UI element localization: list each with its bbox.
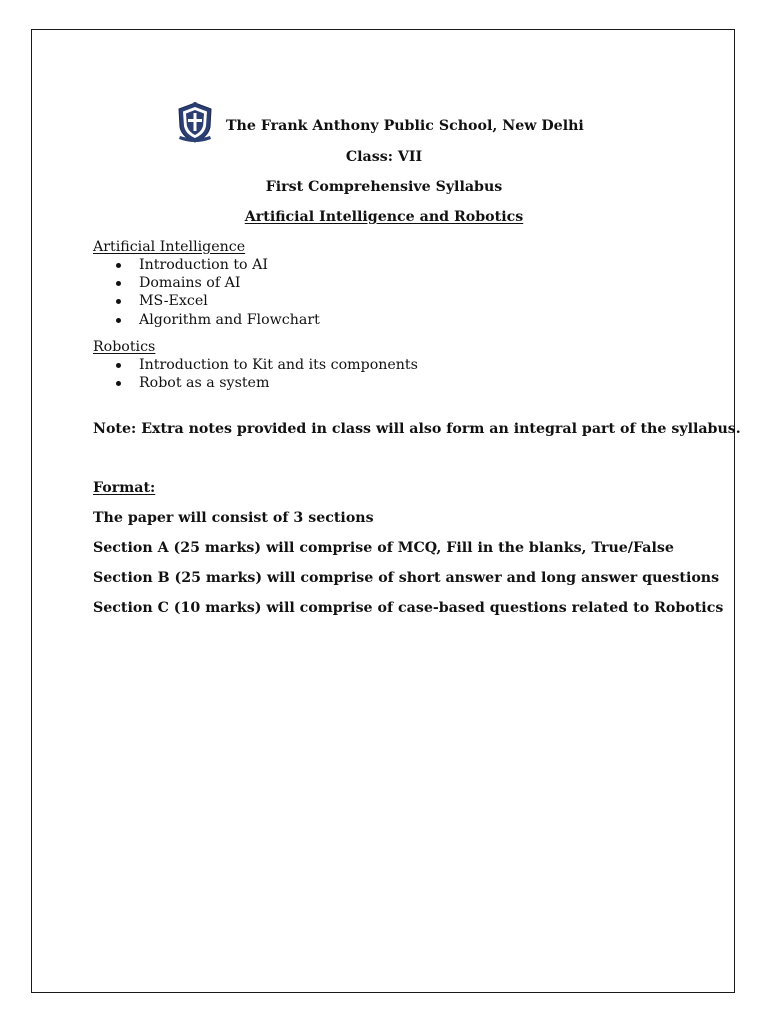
list-item: MS-Excel xyxy=(139,292,320,310)
school-name: The Frank Anthony Public School, New Delhi xyxy=(226,118,584,134)
school-crest-icon xyxy=(175,101,215,143)
format-line: The paper will consist of 3 sections xyxy=(93,510,374,526)
list-item: Introduction to Kit and its components xyxy=(139,357,418,373)
format-line: Section A (25 marks) will comprise of MCQ, Fill in the blanks, True/False xyxy=(93,540,674,556)
format-line: Section B (25 marks) will comprise of short answer and long answer questions xyxy=(93,570,720,586)
ai-section-heading: Artificial Intelligence xyxy=(93,239,246,255)
robotics-topic-list xyxy=(93,356,418,392)
format-heading: Format: xyxy=(93,480,156,496)
format-line: Section C (10 marks) will comprise of case-based questions related to Robotics xyxy=(93,600,724,616)
list-item: Introduction to AI xyxy=(139,256,320,274)
ai-topic-list xyxy=(93,256,320,329)
list-item: Domains of AI xyxy=(139,274,320,292)
syllabus-title: First Comprehensive Syllabus xyxy=(265,179,503,195)
syllabus-note: Note: Extra notes provided in class will also form an integral part of the syllabus. xyxy=(93,421,741,437)
list-item: Algorithm and Flowchart xyxy=(139,311,320,328)
subject-title: Artificial Intelligence and Robotics xyxy=(244,209,524,225)
list-item: Robot as a system xyxy=(139,374,418,392)
class-line: Class: VII xyxy=(345,149,423,165)
robotics-section-heading: Robotics xyxy=(93,339,156,355)
